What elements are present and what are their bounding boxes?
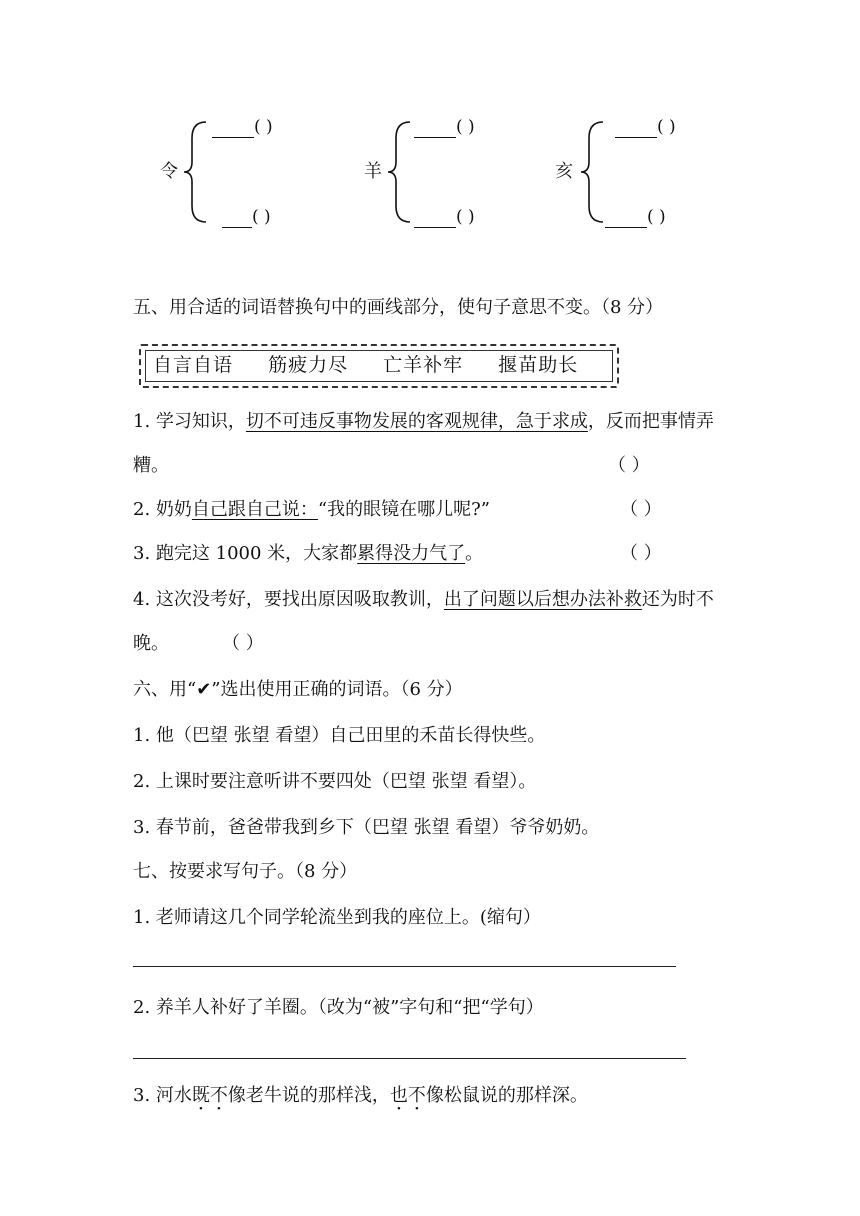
brace-group-1 (160, 112, 360, 232)
brace-group-2 (364, 112, 564, 232)
blank-top-1[interactable]: ( ) (212, 116, 273, 138)
brace-group-3 (555, 112, 755, 232)
answer-paren-5-2[interactable]: （ ） (620, 499, 662, 520)
section6-title: 六、用“✔”选出使用正确的词语。（6 分） (133, 679, 463, 700)
blank-top-2[interactable]: ( ) (414, 116, 475, 138)
underlined-phrase: 自己跟自己说： (191, 499, 318, 520)
section5-title: 五、用合适的词语替换句中的画线部分，使句子意思不变。（8 分） (133, 297, 664, 318)
question-5-4: 4. 这次没考好，要找出原因吸取教训，出了问题以后想办法补救还为时不 (133, 589, 714, 610)
question-5-1: 1. 学习知识，切不可违反事物发展的客观规律，急于求成，反而把事情弄 (133, 411, 714, 432)
brace-icon (182, 120, 208, 224)
character-yang: 羊 (364, 161, 382, 182)
word-bank-item: 自言自语 (153, 354, 234, 376)
emphasis-dot-char: 不 (209, 1085, 228, 1106)
question-5-3: 3. 跑完这 1000 米，大家都累得没力气了。 (133, 543, 484, 564)
word-bank-item: 亡羊补牢 (383, 354, 464, 376)
question-5-2: 2. 奶奶自己跟自己说：“我的眼镜在哪儿呢?” (133, 499, 490, 520)
blank-bottom-1[interactable]: ( ) (222, 206, 271, 228)
underlined-phrase: 累得没力气了 (357, 543, 466, 564)
question-6-1: 1. 他（巴望 张望 看望）自己田里的禾苗长得快些。 (133, 725, 546, 746)
emphasis-dot-char: 也 (389, 1085, 408, 1106)
underlined-phrase: 切不可违反事物发展的客观规律，急于求成 (245, 411, 588, 432)
blank-top-3[interactable]: ( ) (615, 116, 676, 138)
emphasis-dot-char: 不 (407, 1085, 426, 1106)
brace-icon (579, 120, 605, 224)
checkmark-icon: ✔ (196, 679, 212, 700)
emphasis-dot-char: 既 (191, 1085, 210, 1106)
answer-paren-5-1[interactable]: （ ） (608, 455, 650, 476)
question-6-3: 3. 春节前，爸爸带我到乡下（巴望 张望 看望）爷爷奶奶。 (133, 817, 600, 838)
question-7-1: 1. 老师请这几个同学轮流坐到我的座位上。(缩句） (133, 907, 541, 928)
word-bank-item: 揠苗助长 (498, 354, 579, 376)
question-7-2: 2. 养羊人补好了羊圈。（改为“被”字句和“把“学句） (133, 997, 544, 1018)
word-bank (139, 344, 619, 388)
answer-paren-5-3[interactable]: （ ） (620, 543, 662, 564)
section7-title: 七、按要求写句子。（8 分） (133, 861, 358, 882)
underlined-phrase: 出了问题以后想办法补救 (443, 589, 642, 610)
character-hai: 亥 (555, 161, 573, 182)
question-5-4-cont: 晚。 (133, 633, 169, 654)
character-ling: 令 (160, 161, 178, 182)
question-7-3: 3. 河水既不像老牛说的那样浅，也不像松鼠说的那样深。 (133, 1085, 588, 1106)
answer-line-7-2[interactable] (133, 1058, 686, 1059)
blank-bottom-3[interactable]: ( ) (605, 206, 666, 228)
word-bank-item: 筋疲力尽 (268, 354, 349, 376)
question-5-1-cont: 糟。 (133, 455, 169, 476)
question-6-2: 2. 上课时要注意听讲不要四处（巴望 张望 看望）。 (133, 771, 537, 792)
answer-paren-5-4[interactable]: （ ） (222, 633, 264, 654)
answer-line-7-1[interactable] (133, 966, 676, 967)
brace-icon (386, 120, 412, 224)
blank-bottom-2[interactable]: ( ) (414, 206, 475, 228)
